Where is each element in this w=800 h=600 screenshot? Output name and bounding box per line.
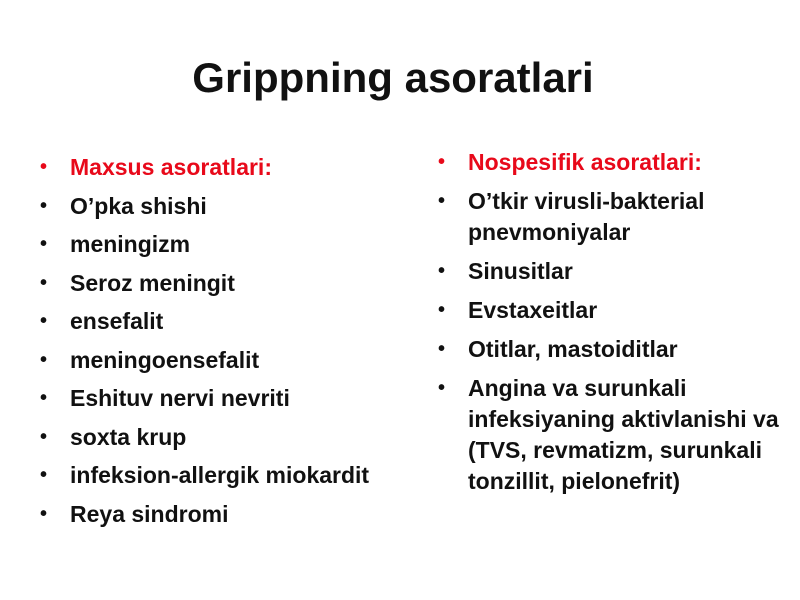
right-heading: Nospesifik asoratlari: <box>468 149 702 175</box>
bullet-icon: • <box>40 233 48 255</box>
list-item <box>40 499 370 530</box>
list-item <box>438 295 783 326</box>
list-item <box>438 186 783 248</box>
list-item-text: ensefalit <box>70 308 164 334</box>
list-item-text: Sinusitlar <box>468 258 573 284</box>
list-item <box>438 256 783 287</box>
list-item <box>40 460 370 491</box>
list-item-text: Reya sindromi <box>70 500 229 527</box>
bullet-icon: • <box>438 299 446 321</box>
list-item-text: meningoensefalit <box>70 346 260 373</box>
right-heading-item <box>438 147 783 178</box>
list-item-text: O’tkir virusli-bakterial pnevmoniyalar <box>468 188 705 245</box>
list-item <box>40 306 370 337</box>
bullet-icon: • <box>438 377 446 399</box>
list-item <box>438 373 783 497</box>
bullet-icon: • <box>438 151 446 173</box>
list-item <box>40 345 370 376</box>
bullet-icon: • <box>40 502 48 525</box>
list-item <box>40 268 370 299</box>
bullet-icon: • <box>40 425 48 448</box>
left-heading-item <box>40 152 370 183</box>
bullet-icon: • <box>438 338 446 360</box>
bullet-icon: • <box>40 310 48 332</box>
list-item <box>40 229 370 260</box>
bullet-icon: • <box>40 387 48 409</box>
list-item-text: infeksion-allergik miokardit <box>70 462 370 488</box>
list-item <box>40 191 370 222</box>
list-item-text: Evstaxeitlar <box>468 297 598 323</box>
bullet-icon: • <box>40 156 48 178</box>
list-item <box>40 383 370 414</box>
bullet-icon: • <box>438 260 446 282</box>
slide-title: Grippning asoratlari <box>192 54 594 101</box>
bullet-icon: • <box>40 464 48 486</box>
list-item-text: Seroz meningit <box>70 269 235 296</box>
right-column-list <box>438 147 783 505</box>
list-item-text: Eshituv nervi nevriti <box>70 385 290 411</box>
bullet-icon: • <box>438 190 446 212</box>
list-item <box>438 334 783 365</box>
list-item-text: Otitlar, mastoiditlar <box>468 336 678 362</box>
list-item <box>40 422 370 453</box>
bullet-icon: • <box>40 194 48 217</box>
left-heading: Maxsus asoratlari: <box>70 154 272 180</box>
list-item-text: Angina va surunkali infeksiyaning aktivlanishi va (TVS, revmatizm, surunkali tonzillit, pielonefrit) <box>468 375 779 494</box>
left-column-list <box>40 152 370 537</box>
list-item-text: soxta krup <box>70 423 187 450</box>
bullet-icon: • <box>40 271 48 294</box>
list-item-text: O’pka shishi <box>70 192 207 219</box>
bullet-icon: • <box>40 348 48 371</box>
list-item-text: meningizm <box>70 231 191 257</box>
